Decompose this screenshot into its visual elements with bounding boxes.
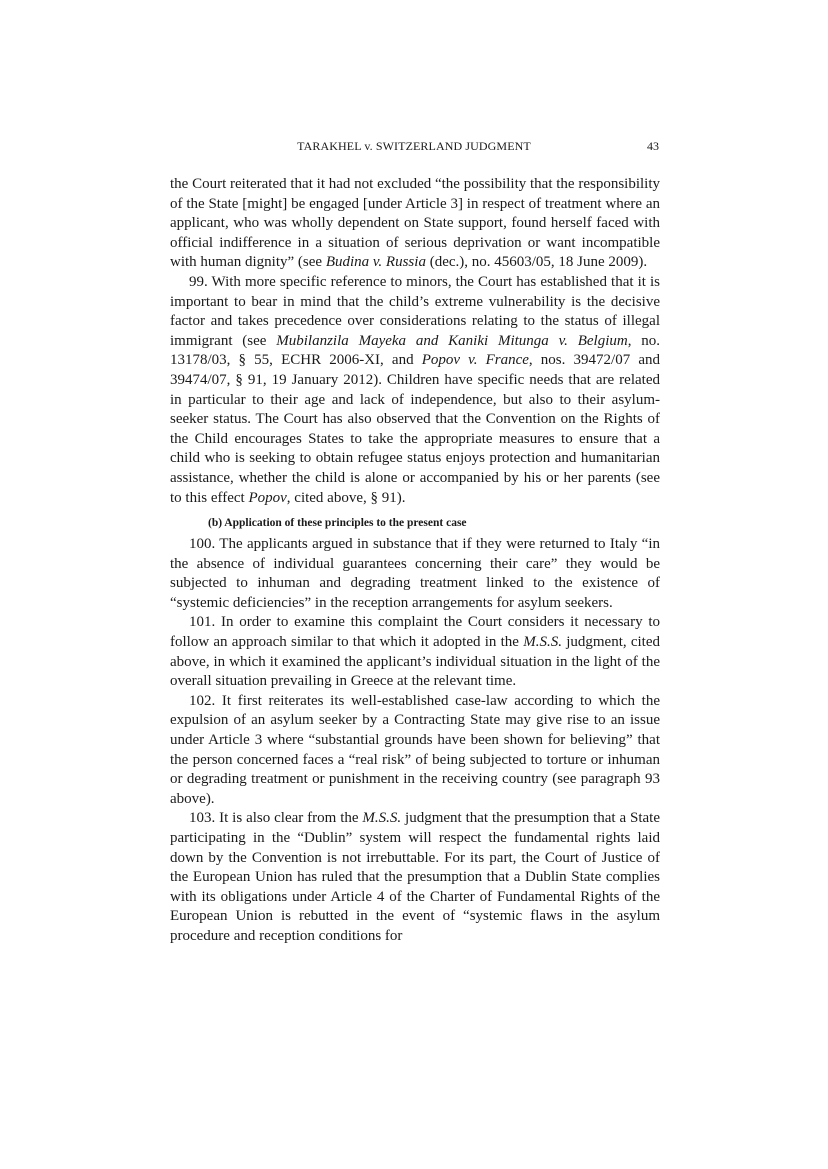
- running-header: [169, 138, 659, 154]
- case-citation: Popov: [248, 489, 287, 506]
- paragraph-102: 102. It first reiterates its well-established case-law according to which the expulsion of an asylum seeker by a Contracting State may give rise to an issue under Article 3 where “substantial grounds have been shown for believing” that the person concerned faces a “real risk” of being subjected to torture or inhuman or degrading treatment or punishment in the receiving country (see paragraph 93 above).: [170, 692, 660, 807]
- case-citation: Mubilanzila Mayeka and Kaniki Mitunga v. Belgium: [276, 332, 628, 349]
- page-number: 43: [647, 139, 659, 153]
- text-run: , nos. 39472/07 and 39474/07, § 91, 19 January 2012). Children have specific needs that are related in particular to their age and lack of independence, but also to their asylum-seeker status. The Court has also observed that the Convention on the Rights of the Child encourages States to take the appropriate measures to ensure that a child who is seeking to obtain refugee status enjoys protection and humanitarian assistance, whether the child is alone or accompanied by his or her parents (see to this effect: [170, 352, 660, 506]
- paragraph-100: 100. The applicants argued in substance that if they were returned to Italy “in the absence of individual guarantees concerning their care” they would be subjected to inhuman and degrading treatment linked to the existence of “systemic deficiencies” in the reception arrangements for asylum seekers.: [170, 536, 660, 611]
- text-run: judgment that the presumption that a State participating in the “Dublin” system will respect the fundamental rights laid down by the Convention is not irrebuttable. For its part, the Court of Justice of the European Union has ruled that the presumption that a Dublin State complies with its obligations under Article 4 of the Charter of Fundamental Rights of the European Union is rebutted in the event of “systemic flaws in the asylum procedure and reception conditions for: [170, 810, 660, 944]
- text-run: (dec.), no. 45603/05, 18 June 2009).: [425, 254, 648, 271]
- text-run: judgment, cited above, in which it examined the applicant’s individual situation in the light of the overall situation prevailing in Greece at the relevant time.: [170, 634, 661, 690]
- paragraph-98-continued: [170, 175, 660, 273]
- header-title: TARAKHEL v. SWITZERLAND JUDGMENT: [297, 139, 531, 153]
- paragraph-99: [170, 273, 660, 508]
- text-run: 99. With more specific reference to minors, the Court has established that it is important to bear in mind that the child’s extreme vulnerability is the decisive factor and takes precedence over considerations relating to the status of illegal immigrant (see: [170, 273, 660, 349]
- case-citation: M.S.S.: [362, 810, 402, 827]
- text-run: , cited above, § 91).: [286, 489, 406, 506]
- case-citation: Popov v. France: [421, 352, 529, 369]
- judgment-body: [170, 175, 660, 947]
- text-run: 101. In order to examine this complaint the Court considers it necessary to follow an approach similar to that which it adopted in the: [170, 614, 660, 651]
- case-citation: Budina v. Russia: [325, 254, 426, 271]
- text-run: the Court reiterated that it had not excluded “the possibility that the responsibility of the State [might] be engaged [under Article 3] in respect of treatment where an applicant, who was wholly dependent on State support, found herself faced with official indifference in a situation of serious deprivation or want incompatible with human dignity” (see: [170, 176, 660, 271]
- section-heading-b: (b) Application of these principles to the present case: [208, 517, 467, 530]
- text-run: 103. It is also clear from the: [189, 810, 363, 827]
- paragraph-101: [170, 613, 660, 691]
- paragraph-103: [170, 809, 660, 946]
- case-citation: M.S.S.: [523, 634, 562, 651]
- text-run: , no. 13178/03, § 55, ECHR 2006-XI, and: [170, 332, 661, 369]
